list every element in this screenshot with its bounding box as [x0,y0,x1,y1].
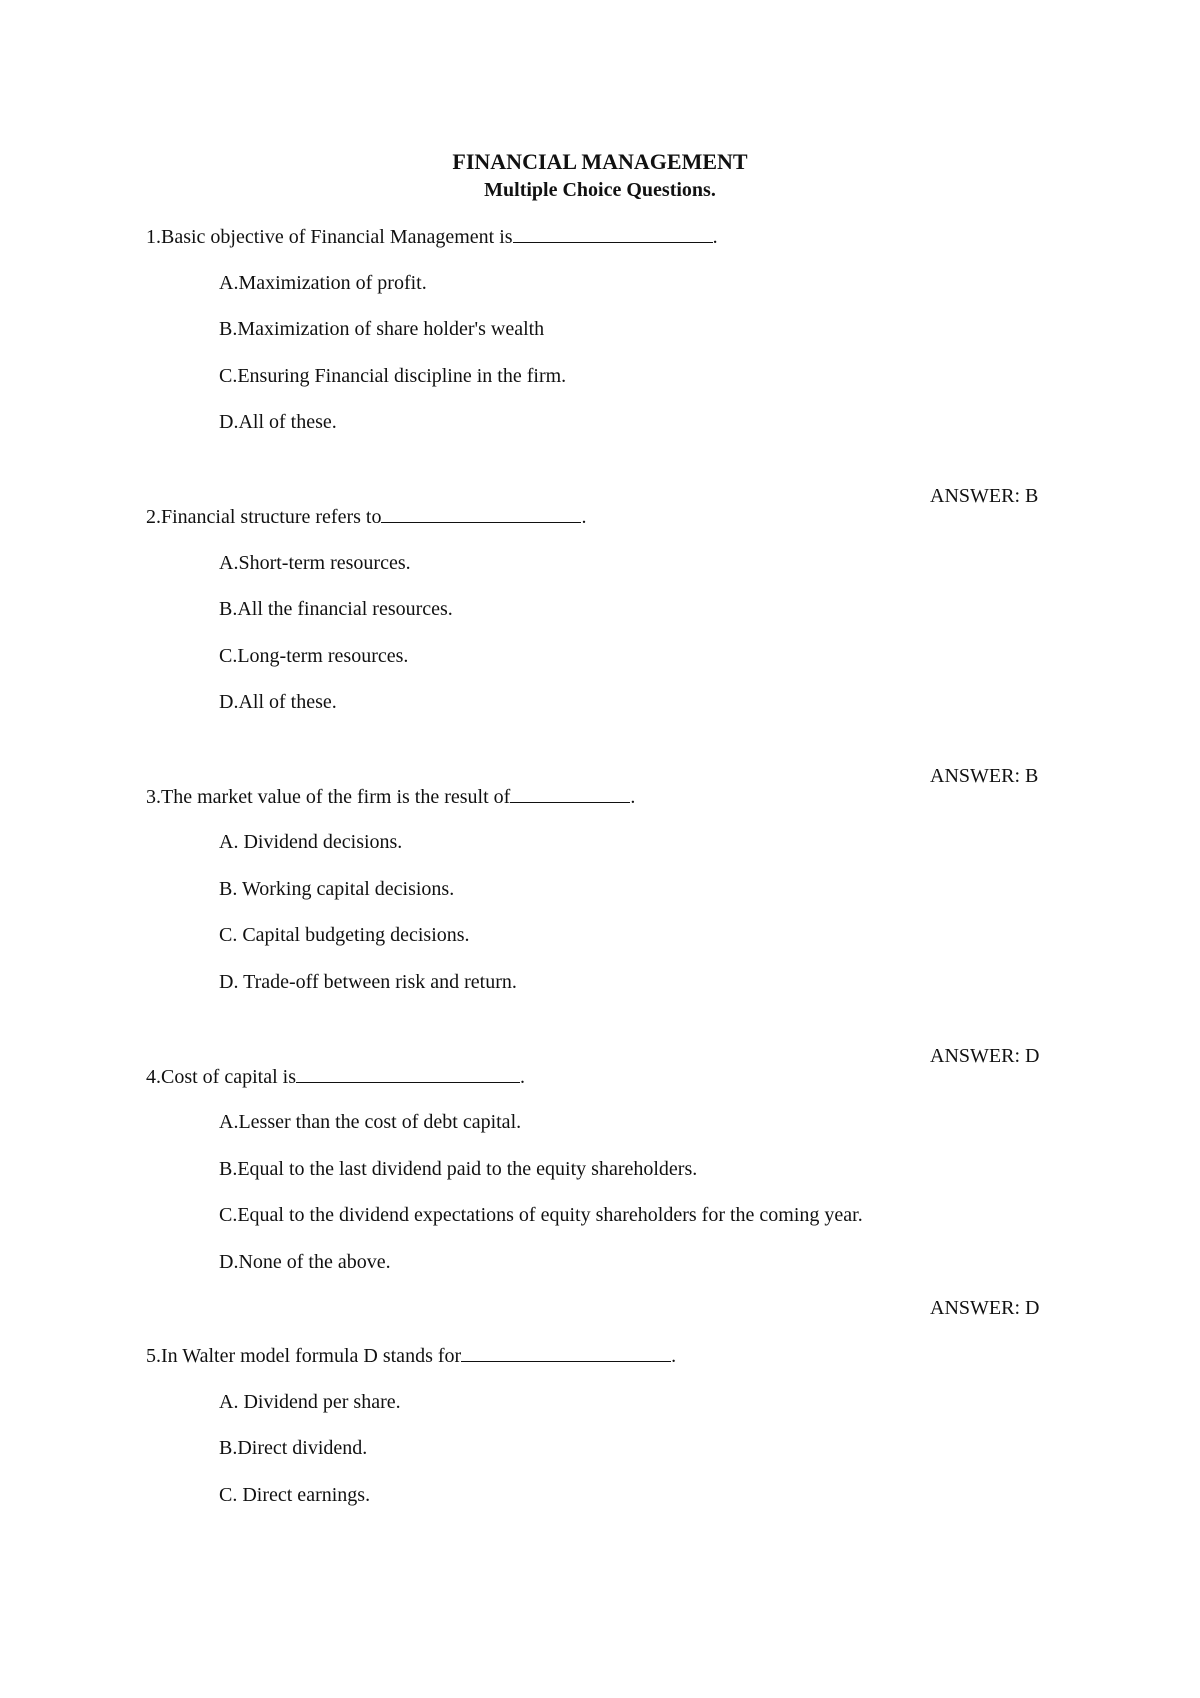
option-b: B.Maximization of share holder's wealth [219,318,545,340]
option-c: C.Equal to the dividend expectations of equity shareholders for the coming year. [219,1204,863,1226]
question-text: 2.Financial structure refers to [146,506,382,528]
option-b: B.Direct dividend. [219,1437,368,1459]
page-title: FINANCIAL MANAGEMENT [452,149,748,174]
answer-blank [510,783,630,803]
answer-label: ANSWER: B [930,765,1039,787]
answer-blank [381,503,581,523]
option-b: B. Working capital decisions. [219,878,455,900]
option-d: D.None of the above. [219,1251,391,1273]
question-text: 1.Basic objective of Financial Management is [146,226,513,248]
option-a: A.Lesser than the cost of debt capital. [219,1111,522,1133]
answer-blank [513,223,713,243]
option-c: C.Long-term resources. [219,645,409,667]
page-subtitle: Multiple Choice Questions. [484,179,716,201]
blank-period: . [581,506,587,528]
option-d: D. Trade-off between risk and return. [219,971,517,993]
question-5 [146,1342,676,1369]
option-c: C. Capital budgeting decisions. [219,924,470,946]
question-text: 4.Cost of capital is [146,1066,296,1088]
blank-period: . [671,1345,677,1367]
option-c: C. Direct earnings. [219,1484,371,1506]
option-b: B.All the financial resources. [219,598,453,620]
question-4 [146,1063,525,1090]
answer-blank [461,1342,671,1362]
option-a: A.Short-term resources. [219,552,411,574]
answer-label: ANSWER: B [930,485,1039,507]
option-c: C.Ensuring Financial discipline in the firm. [219,365,567,387]
option-d: D.All of these. [219,411,337,433]
question-text: 3.The market value of the firm is the result of [146,786,511,808]
question-3 [146,783,635,810]
blank-period: . [519,1066,525,1088]
question-1 [146,223,718,250]
blank-period: . [630,786,636,808]
blank-period: . [712,226,718,248]
answer-blank [296,1063,520,1083]
question-2 [146,503,586,530]
option-a: A.Maximization of profit. [219,272,427,294]
option-a: A. Dividend decisions. [219,831,403,853]
answer-label: ANSWER: D [930,1297,1040,1319]
answer-label: ANSWER: D [930,1045,1040,1067]
option-b: B.Equal to the last dividend paid to the equity shareholders. [219,1158,698,1180]
option-d: D.All of these. [219,691,337,713]
question-text: 5.In Walter model formula D stands for [146,1345,462,1367]
option-a: A. Dividend per share. [219,1391,401,1413]
